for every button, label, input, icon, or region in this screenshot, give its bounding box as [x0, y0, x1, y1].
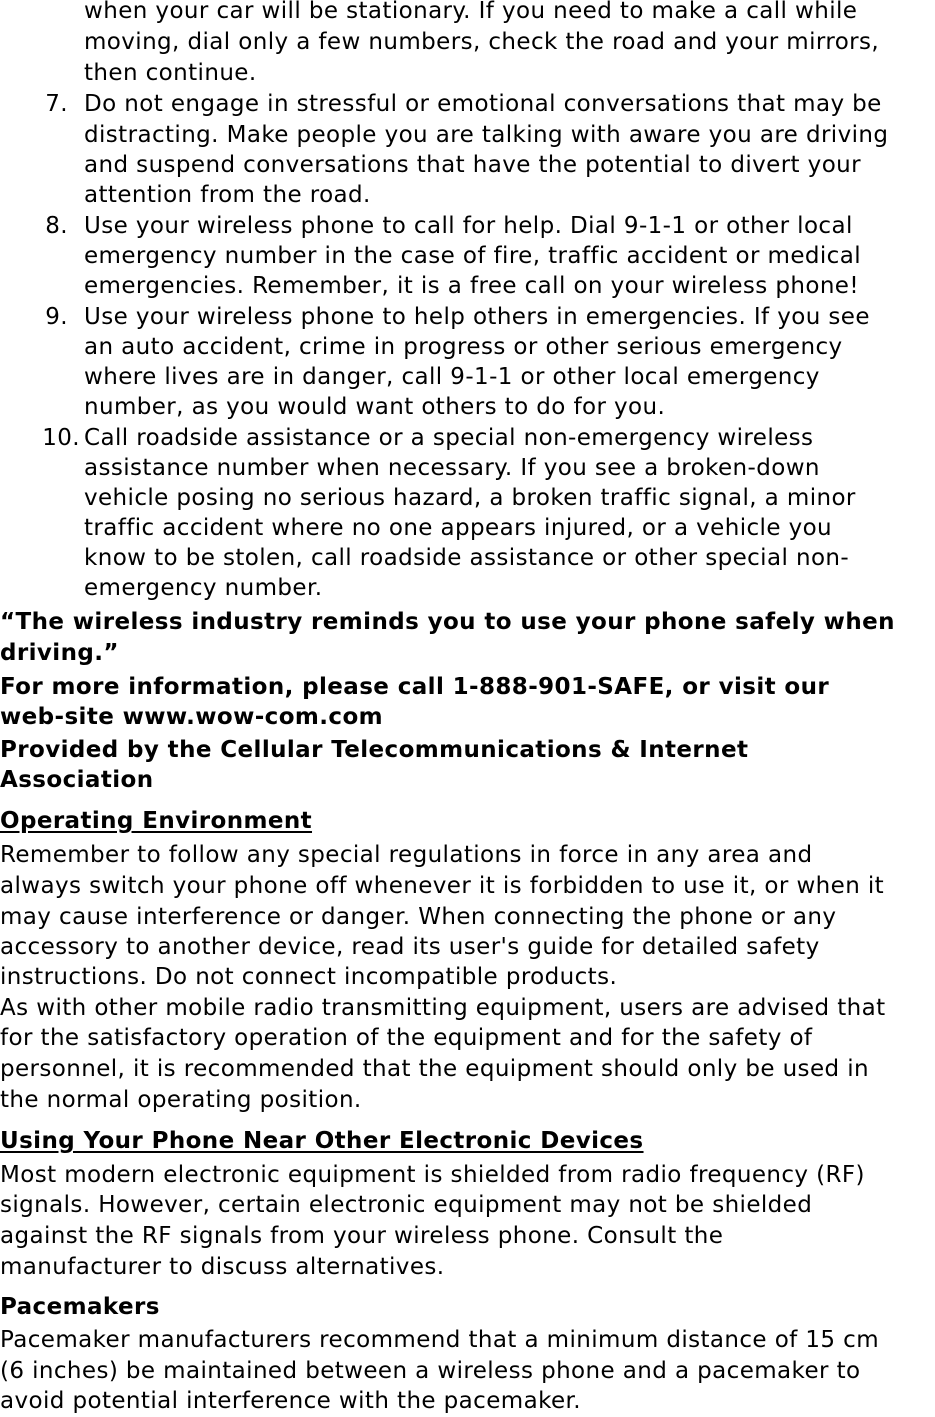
- list-text-line: where lives are in danger, call 9-1-1 or other local emergency: [84, 364, 820, 390]
- list-text-line: emergency number.: [84, 575, 323, 601]
- body-text-line: avoid potential interference with the pacemaker.: [0, 1388, 581, 1414]
- industry-quote-line: driving.”: [0, 640, 119, 666]
- body-text-line: against the RF signals from your wireless phone. Consult the: [0, 1223, 724, 1249]
- section-heading-electronic-devices: Using Your Phone Near Other Electronic Devices: [0, 1128, 644, 1154]
- list-text-line: an auto accident, crime in progress or other serious emergency: [84, 334, 843, 360]
- list-text-line: then continue.: [84, 60, 257, 86]
- section-heading-pacemakers: Pacemakers: [0, 1294, 160, 1320]
- list-text-line: know to be stolen, call roadside assistance or other special non-: [84, 545, 850, 571]
- list-text-line: traffic accident where no one appears injured, or a vehicle you: [84, 515, 833, 541]
- list-text-line: attention from the road.: [84, 182, 371, 208]
- body-text-line: signals. However, certain electronic equipment may not be shielded: [0, 1192, 813, 1218]
- list-text-line: Use your wireless phone to help others in emergencies. If you see: [84, 304, 870, 330]
- body-text-line: personnel, it is recommended that the equipment should only be used in: [0, 1056, 869, 1082]
- contact-info-line: For more information, please call 1-888-901-SAFE, or visit our: [0, 674, 830, 700]
- contact-info-line: web-site www.wow-com.com: [0, 704, 384, 730]
- list-text-line: number, as you would want others to do for you.: [84, 394, 666, 420]
- body-text-line: (6 inches) be maintained between a wireless phone and a pacemaker to: [0, 1358, 861, 1384]
- industry-quote-line: “The wireless industry reminds you to use your phone safely when: [0, 609, 895, 635]
- list-text-line: assistance number when necessary. If you see a broken-down: [84, 455, 820, 481]
- list-text-line: emergency number in the case of fire, traffic accident or medical: [84, 243, 861, 269]
- list-text-line: emergencies. Remember, it is a free call on your wireless phone!: [84, 273, 859, 299]
- list-text-line: Call roadside assistance or a special non-emergency wireless: [84, 425, 814, 451]
- body-text-line: accessory to another device, read its user's guide for detailed safety: [0, 934, 820, 960]
- list-text-line: when your car will be stationary. If you need to make a call while: [84, 0, 858, 24]
- attribution-line: Provided by the Cellular Telecommunications & Internet: [0, 737, 749, 763]
- list-text-line: vehicle posing no serious hazard, a broken traffic signal, a minor: [84, 485, 856, 511]
- body-text-line: always switch your phone off whenever it is forbidden to use it, or when it: [0, 873, 885, 899]
- list-item-number: 7.: [45, 91, 68, 117]
- list-item-number: 8.: [45, 213, 68, 239]
- body-text-line: instructions. Do not connect incompatible products.: [0, 964, 618, 990]
- attribution-line: Association: [0, 767, 154, 793]
- list-text-line: distracting. Make people you are talking with aware you are driving: [84, 122, 889, 148]
- list-text-line: Use your wireless phone to call for help. Dial 9-1-1 or other local: [84, 213, 853, 239]
- body-text-line: Remember to follow any special regulations in force in any area and: [0, 842, 813, 868]
- body-text-line: the normal operating position.: [0, 1087, 362, 1113]
- list-text-line: moving, dial only a few numbers, check the road and your mirrors,: [84, 29, 880, 55]
- body-text-line: may cause interference or danger. When connecting the phone or any: [0, 904, 837, 930]
- body-text-line: for the satisfactory operation of the equipment and for the safety of: [0, 1025, 813, 1051]
- list-item-number: 10.: [42, 425, 80, 451]
- body-text-line: Pacemaker manufacturers recommend that a minimum distance of 15 cm: [0, 1327, 880, 1353]
- body-text-line: Most modern electronic equipment is shielded from radio frequency (RF): [0, 1162, 865, 1188]
- body-text-line: manufacturer to discuss alternatives.: [0, 1254, 445, 1280]
- body-text-line: As with other mobile radio transmitting equipment, users are advised that: [0, 995, 886, 1021]
- section-heading-operating-environment: Operating Environment: [0, 808, 313, 834]
- list-text-line: and suspend conversations that have the potential to divert your: [84, 152, 861, 178]
- list-text-line: Do not engage in stressful or emotional conversations that may be: [84, 91, 882, 117]
- list-item-number: 9.: [45, 304, 68, 330]
